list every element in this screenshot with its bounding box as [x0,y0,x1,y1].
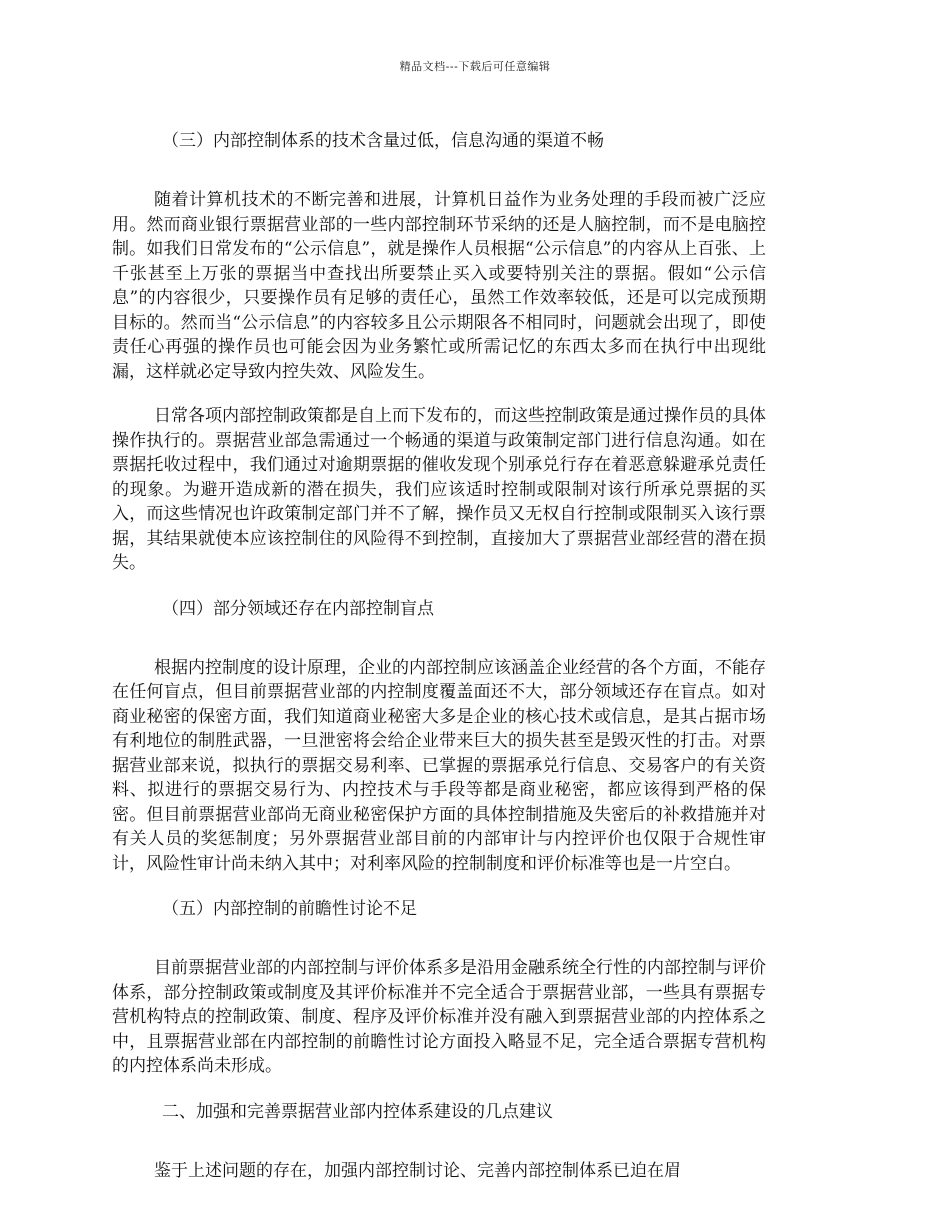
paragraph-2: 日常各项内部控制政策都是自上而下发布的，而这些控制政策是通过操作员的具体操作执行的。票据营业部急需通过一个畅通的渠道与政策制定部门进行信息沟通。如在票据托收过程中，我们通过对逾期票据的催收发现个别承兑行存在着恶意躲避承兑责任的现象。为避开造成新的潜在损失，我们应该适时控制或限制对该行所承兑票据的买入，而这些情况也许政策制定部门并不了解，操作员又无权自行控制或限制买入该行票据，其结果就使本应该控制住的风险得不到控制，直接加大了票据营业部经营的潜在损失。 [112,406,766,573]
section-heading-5: （五）内部控制的前瞻性讨论不足 [162,899,417,919]
paragraph-1: 随着计算机技术的不断完善和进展，计算机日益作为业务处理的手段而被广泛应用。然而商业银行票据营业部的一些内部控制环节采纳的还是人脑控制，而不是电脑控制。如我们日常发布的“公示信息”，就是操作人员根据“公示信息”的内容从上百张、上千张甚至上万张的票据当中查找出所要禁止买入或要特别关注的票据。假如“公示信息”的内容很少，只要操作员有足够的责任心，虽然工作效率较低，还是可以完成预期目标的。然而当“公示信息”的内容较多且公示期限各不相同时，问题就会出现了，即使责任心再强的操作员也可能会因为业务繁忙或所需记忆的东西太多而在执行中出现纰漏，这样就必定导致内控失效、风险发生。 [112,190,766,382]
section-heading-two: 二、加强和完善票据营业部内控体系建设的几点建议 [162,1101,553,1122]
section-heading-3: （三）内部控制体系的技术含量过低，信息沟通的渠道不畅 [162,131,604,151]
paragraph-4: 目前票据营业部的内部控制与评价体系多是沿用金融系统全行性的内部控制与评价体系，部分控制政策或制度及其评价标准并不完全适合于票据营业部，一些具有票据专营机构特点的控制政策、制度、程序及评价标准并没有融入到票据营业部的内控体系之中，且票据营业部在内部控制的前瞻性讨论方面投入略显不足，完全适合票据专营机构的内控体系尚未形成。 [112,958,766,1076]
page-header: 精品文档---下载后可任意编辑 [399,60,551,73]
document-body [112,128,766,1203]
paragraph-5: 鉴于上述问题的存在，加强内部控制讨论、完善内部控制体系已迫在眉 [154,1160,681,1181]
section-heading-4: （四）部分领域还存在内部控制盲点 [162,598,434,619]
paragraph-3: 根据内控制度的设计原理，企业的内部控制应该涵盖企业经营的各个方面，不能存在任何盲点，但目前票据营业部的内控制度覆盖面还不大，部分领域还存在盲点。如对商业秘密的保密方面，我们知道商业秘密大多是企业的核心技术或信息，是其占据市场有利地位的制胜武器，一旦泄密将会给企业带来巨大的损失甚至是毁灭性的打击。对票据营业部来说，拟执行的票据交易利率、已掌握的票据承兑行信息、交易客户的有关资料、拟进行的票据交易行为、内控技术与手段等都是商业秘密，都应该得到严格的保密。但目前票据营业部尚无商业秘密保护方面的具体控制措施及失密后的补救措施并对有关人员的奖惩制度；另外票据营业部目前的内部审计与内控评价也仅限于合规性审计，风险性审计尚未纳入其中；对利率风险的控制制度和评价标准等也是一片空白。 [112,657,766,874]
